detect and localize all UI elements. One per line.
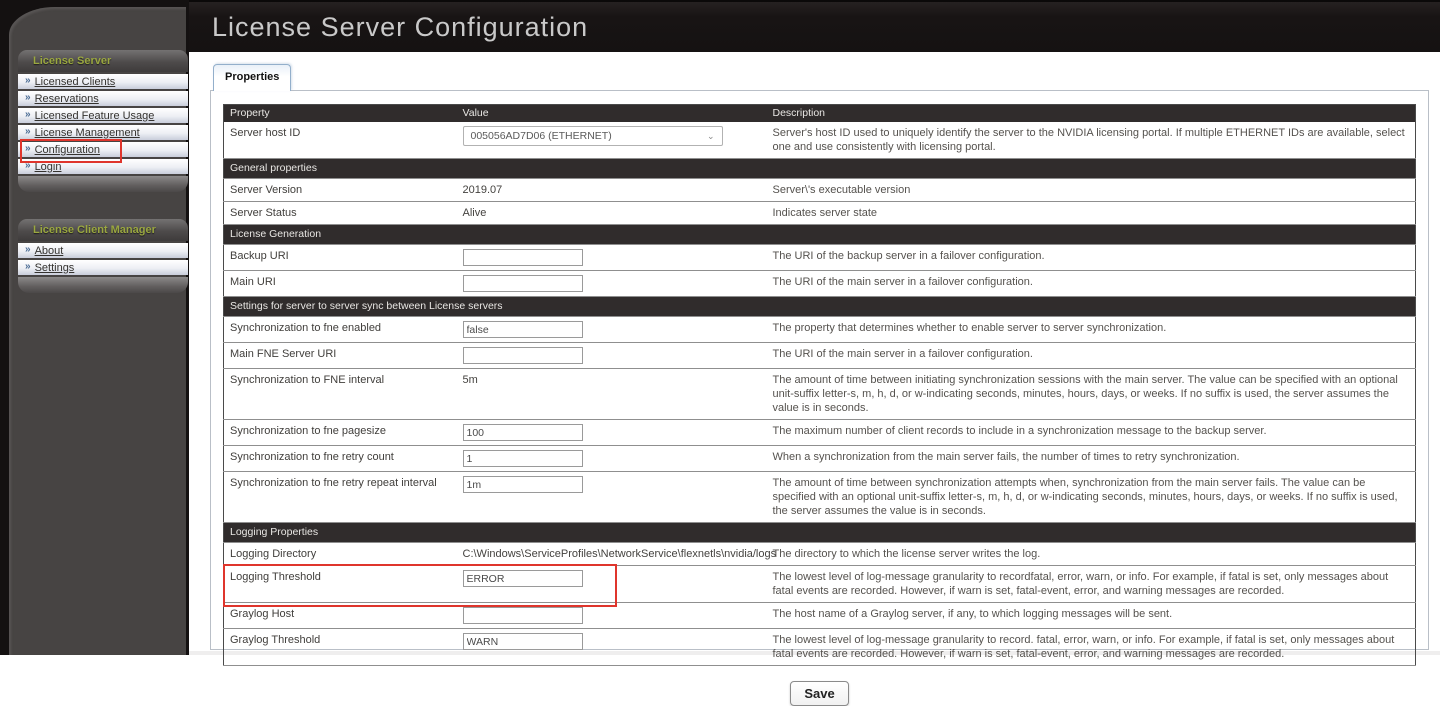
nav-group-title-license-server: License Server [18,50,188,72]
property-description: The amount of time between initiating synchronization sessions with the main server. The value can be specified with an optional unit-suffix letter-s, m, h, d, or w-indicating seconds, minutes, hours, days, or weeks. If no suffix is used, the server assumes the value is in seconds. [767,369,1416,420]
property-name-synchronization-to-fne-interval: Synchronization to FNE interval [224,369,457,420]
nav-arrow-icon: » [25,126,31,137]
table-row [224,566,1416,603]
synchronization-to-fne-interval-value: 5m [462,374,478,386]
table-row [224,343,1416,369]
property-name-server-status: Server Status [224,202,457,225]
property-value-cell [457,629,767,666]
property-name-backup-uri: Backup URI [224,245,457,271]
table-row [224,202,1416,225]
save-button-area [211,681,1428,706]
nav-arrow-icon: » [25,92,31,103]
nav-arrow-icon: » [25,244,31,255]
property-description: Server's host ID used to uniquely identify the server to the NVIDIA licensing portal. If multiple ETHERNET IDs are available, select one and use consistently with licensing portal. [767,122,1416,159]
server-host-id-select[interactable] [463,126,723,146]
chevron-down-icon: ⌄ [706,131,715,141]
logging-directory-value: C:\Windows\ServiceProfiles\NetworkService\flexnetls\nvidia/logs [462,548,777,560]
nav-arrow-icon: » [25,160,31,171]
server-status-value: Alive [462,207,487,219]
properties-table [223,104,1416,666]
property-description: Server\'s executable version [767,179,1416,202]
sidebar-item-configuration[interactable] [18,142,188,157]
nav-arrow-icon: » [25,75,31,86]
content-panel [210,90,1429,701]
table-row [224,122,1416,159]
property-description: The amount of time between synchronization attempts when, synchronization from the main server fails. The value can be specified with an optional unit-suffix letter-s, m, h, d, or w-indicating seconds, minutes, hours, days, or weeks. If no suffix is used, the server assumes the value is in seconds. [767,472,1416,523]
table-header-row [224,105,1416,123]
backup-uri-input[interactable] [463,249,583,266]
property-description: The maximum number of client records to include in a synchronization message to the backup server. [767,420,1416,446]
sidebar-item-label: Login [34,160,62,173]
page-header [0,0,1440,52]
property-description: The directory to which the license server writes the log. [767,543,1416,566]
property-name-logging-threshold: Logging Threshold [224,566,457,603]
property-description: The lowest level of log-message granularity to record. fatal, error, warn, or info. For example, if fatal is set, only messages about fatal events are recorded. However, if warn is set, fatal-event, error, and warning messages are recorded. [767,629,1416,666]
property-description: Indicates server state [767,202,1416,225]
nav-group-footer [18,176,188,192]
sidebar-nav [18,50,188,293]
table-row [224,297,1416,317]
property-value-cell [457,446,767,472]
property-value-cell [457,179,767,202]
column-header-value: Value [457,105,767,123]
nav-arrow-icon: » [25,109,31,120]
property-value-cell [457,566,767,603]
property-value-cell [457,543,777,566]
property-name-server-host-id: Server host ID [224,122,457,159]
main-uri-input[interactable] [463,275,583,292]
sidebar-item-license-management[interactable] [18,125,188,140]
column-header-property: Property [224,105,457,123]
property-name-graylog-threshold: Graylog Threshold [224,629,457,666]
nav-group-gap [18,192,188,219]
page-title: License Server Configuration [212,12,589,42]
table-row [224,369,1416,420]
sidebar-item-reservations[interactable] [18,91,188,106]
property-value-cell [457,122,767,159]
graylog-threshold-input[interactable] [463,633,583,650]
table-row [224,179,1416,202]
property-value-cell [457,245,767,271]
sidebar-item-label: Licensed Feature Usage [34,109,155,122]
property-description: The property that determines whether to enable server to server synchronization. [767,317,1416,343]
table-row [224,271,1416,297]
property-name-graylog-host: Graylog Host [224,603,457,629]
server-version-value: 2019.07 [462,184,503,196]
property-value-cell [457,343,767,369]
synchronization-to-fne-pagesize-input[interactable] [463,424,583,441]
sidebar-item-label: License Management [34,126,140,139]
property-value-cell [457,420,767,446]
save-button[interactable]: Save [790,681,848,706]
nav-group-title-license-client-manager: License Client Manager [18,219,188,241]
nav-group-footer [18,277,188,293]
table-row [224,446,1416,472]
column-header-description: Description [767,105,1416,123]
property-description: When a synchronization from the main server fails, the number of times to retry synchronization. [767,446,1416,472]
section-header-general-properties: General properties [224,159,1416,179]
property-name-synchronization-to-fne-retry-count: Synchronization to fne retry count [224,446,457,472]
table-row [224,159,1416,179]
property-value-cell [457,472,767,523]
sidebar [0,0,189,655]
sidebar-item-label: Settings [34,261,75,274]
synchronization-to-fne-retry-count-input[interactable] [463,450,583,467]
property-name-main-uri: Main URI [224,271,457,297]
section-header-settings-for-server-to-server-sync-between-license-servers: Settings for server to server sync between License servers [224,297,1416,317]
property-value-cell [457,317,767,343]
section-header-license-generation: License Generation [224,225,1416,245]
properties-table-body [224,122,1416,666]
table-row [224,420,1416,446]
table-row [224,317,1416,343]
tab-properties[interactable]: Properties [213,64,291,91]
sidebar-item-label: Licensed Clients [34,75,116,88]
property-description: The URI of the backup server in a failover configuration. [767,245,1416,271]
nav-arrow-icon: » [25,261,31,272]
sidebar-item-licensed-feature-usage[interactable] [18,108,188,123]
table-row [224,629,1416,666]
table-row [224,523,1416,543]
table-row [224,603,1416,629]
synchronization-to-fne-retry-repeat-interval-input[interactable] [463,476,583,493]
property-description: The host name of a Graylog server, if any, to which logging messages will be sent. [767,603,1416,629]
property-name-synchronization-to-fne-enabled: Synchronization to fne enabled [224,317,457,343]
property-name-logging-directory: Logging Directory [224,543,457,566]
sidebar-item-label: Reservations [34,92,99,105]
property-value-cell [457,369,767,420]
sidebar-item-about[interactable] [18,243,188,258]
table-row [224,472,1416,523]
property-name-synchronization-to-fne-retry-repeat-interval: Synchronization to fne retry repeat interval [224,472,457,523]
property-value-cell [457,603,767,629]
property-description: The URI of the main server in a failover configuration. [767,271,1416,297]
section-header-logging-properties: Logging Properties [224,523,1416,543]
select-value-text: 005056AD7D06 (ETHERNET) [470,130,612,142]
property-value-cell [457,271,767,297]
property-description: The URI of the main server in a failover configuration. [767,343,1416,369]
sidebar-item-label: Configuration [34,143,100,156]
property-value-cell [457,202,767,225]
logging-threshold-input[interactable] [463,570,583,587]
table-row [224,245,1416,271]
sidebar-item-licensed-clients[interactable] [18,74,188,89]
graylog-host-input[interactable] [463,607,583,624]
sidebar-item-label: About [34,244,64,257]
synchronization-to-fne-enabled-input[interactable] [463,321,583,338]
sidebar-item-login[interactable] [18,159,188,174]
table-row [224,543,1416,566]
sidebar-item-settings[interactable] [18,260,188,275]
main-fne-server-uri-input[interactable] [463,347,583,364]
nav-arrow-icon: » [25,143,31,154]
table-row [224,225,1416,245]
property-description: The lowest level of log-message granularity to recordfatal, error, warn, or info. For example, if fatal is set, only messages about fatal events are recorded. However, if warn is set, fatal-event, error, and warning messages are recorded. [767,566,1416,603]
property-name-main-fne-server-uri: Main FNE Server URI [224,343,457,369]
property-name-server-version: Server Version [224,179,457,202]
property-name-synchronization-to-fne-pagesize: Synchronization to fne pagesize [224,420,457,446]
